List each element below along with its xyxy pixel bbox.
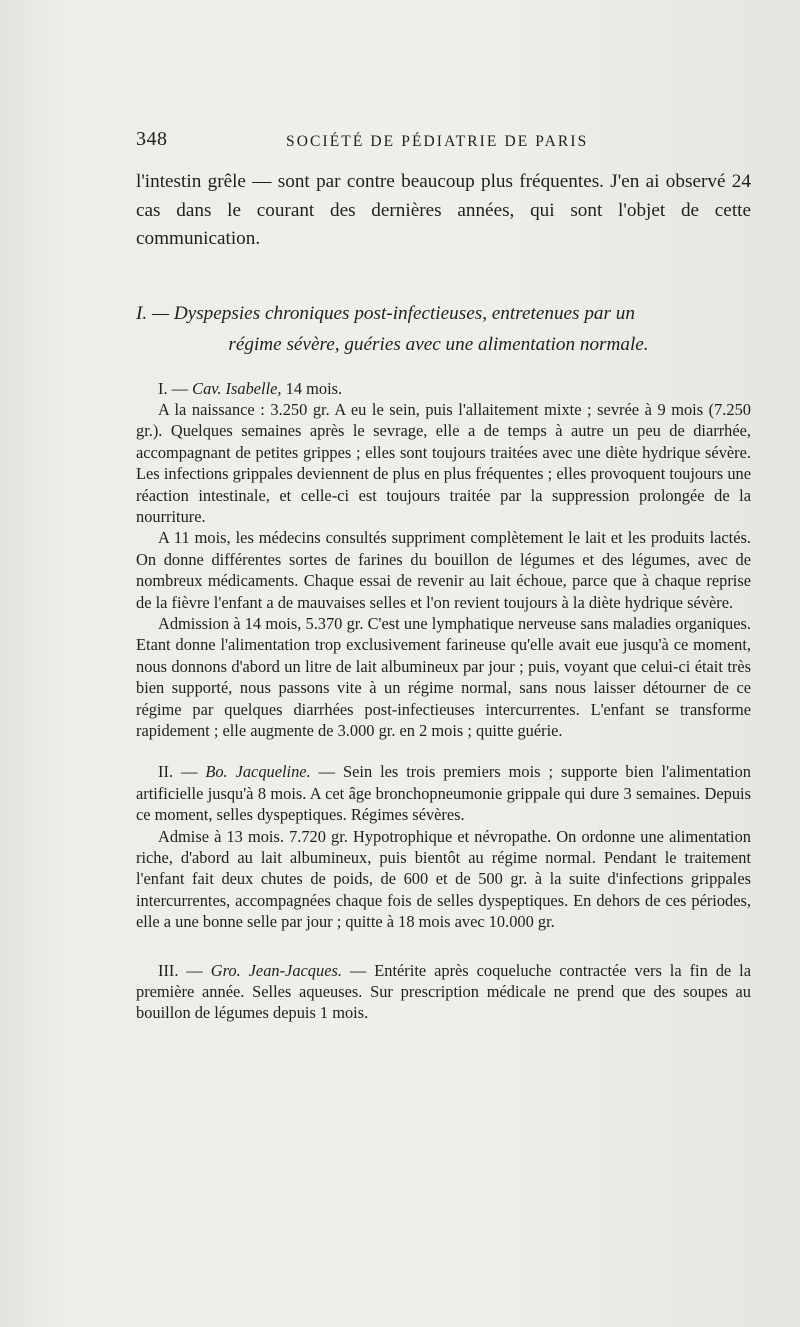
running-head: SOCIÉTÉ DE PÉDIATRIE DE PARIS [286,133,589,150]
case-2 [136,761,751,932]
case-1-name: Cav. Isabelle, [192,378,282,398]
case-1-age: 14 mois. [285,378,343,398]
case-1-heading [136,378,751,399]
body-text [136,168,751,1024]
intro-paragraph: l'intestin grêle — sont par contre beaucoup plus fréquentes. J'en ai observé 24 cas dans le courant des dernières années, qui sont l'objet de cette communication. [136,171,751,249]
case-1-paragraph-1: A la naissance : 3.250 gr. A eu le sein, puis l'allaitement mixte ; sevrée à 9 mois (7.250 gr.). Quelques semaines après le sevrage, elle a de temps à autre un peu de diarrhée, accompagnant de petites grippes ; elles sont toujours traitées avec une diète hydrique sévère. Les infections grippales deviennent de plus en plus fréquentes ; elles provoquent toujours une réaction intestinale, et celle-ci est toujours traitée par la suppression prolongée de la nourriture. [136,399,751,526]
case-3-paragraph-1 [136,960,751,1024]
case-1-paragraph-2: A 11 mois, les médecins consultés suppriment complètement le lait et les produits lactés. On donne différentes sortes de farines du bouillon de légumes et des légumes, avec de nombreux médicaments. Chaque essai de revenir au lait échoue, parce que à chaque reprise de la fièvre l'enfant a de mauvaises selles et l'on revient toujours à la diète hydrique sévère. [136,528,751,612]
case-2-paragraph-2: Admise à 13 mois. 7.720 gr. Hypotrophique et névropathe. On ordonne une alimentation riche, d'abord au lait albumineux, puis bientôt au régime normal. Pendant le traitement l'enfant fait deux chutes de poids, de 600 et de 500 gr. à la suite d'infections grippales intercurrentes, accompagnées chaque fois de selles dyspeptiques. En dehors de ces périodes, elle a une bonne selle par jour ; quitte à 18 mois avec 10.000 gr. [136,826,751,932]
section-title [136,298,751,360]
case-1-paragraph-3: Admission à 14 mois, 5.370 gr. C'est une lymphatique nerveuse sans maladies organiques. Etant donne l'alimentation trop exclusivement farineuse qu'elle avait eue jusqu'à ce moment, nous donnons d'abord un litre de lait albumineux par jour ; puis, voyant que celui-ci était très bien supporté, nous passons vite à un régime normal, sans nous laisser détourner de ce régime par quelques diarrhées post-infectieuses intercurrentes. L'enfant se transforme rapidement ; elle augmente de 3.000 gr. en 2 mois ; quitte guérie. [136,613,751,740]
case-3-name: Gro. Jean-Jacques. [210,960,342,980]
case-2-number: II. — [158,762,198,782]
page-header [136,128,756,158]
case-2-text: — Sein les trois premiers mois ; supporte bien l'alimentation artificielle jusqu'à 8 mois. A cet âge bronchopneumonie grippale qui dure 3 semaines. Depuis ce moment, selles dyspeptiques. Régimes sévères. [136,762,751,825]
case-1 [136,378,751,742]
section-title-line1: — Dyspepsies chroniques post-infectieuses, entretenues par un [151,302,635,324]
case-2-name: Bo. Jacqueline. [205,762,311,782]
case-3-text: — Entérite après coqueluche contractée vers la fin de la première année. Selles aqueuses. Sur prescription médicale ne prend que des soupes au bouillon de légumes depuis 1 mois. [136,960,751,1023]
case-2-paragraph-1 [136,761,751,825]
section-title-line2: régime sévère, guéries avec une alimentation normale. [228,333,649,355]
page-number: 348 [136,128,168,150]
case-3-number: III. — [158,960,203,980]
case-1-number: I. — [158,378,189,398]
section-number: I. [136,302,148,324]
case-3 [136,960,751,1024]
